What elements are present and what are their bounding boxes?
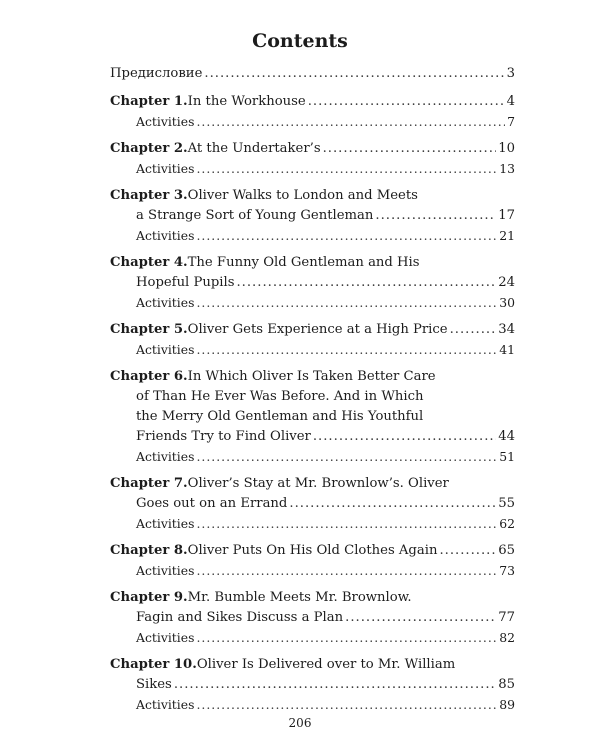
- chapter-number: Chapter 3: [110, 188, 184, 203]
- toc-chapter-3: [110, 188, 515, 247]
- activities-label: Activities: [136, 516, 195, 531]
- activities-label: Activities: [136, 449, 195, 464]
- page-title: Contents: [252, 30, 348, 52]
- chapter-page: 24: [498, 275, 515, 290]
- activities-page: 62: [499, 516, 515, 531]
- activities-label: Activities: [136, 342, 195, 357]
- chapter-title-text: Hopeful Pupils: [136, 275, 235, 290]
- dot-leader: [196, 563, 497, 578]
- chapter-page: 17: [498, 208, 515, 223]
- dot-leader: [439, 543, 496, 558]
- dot-leader: [196, 342, 497, 357]
- chapter-title-text: Fagin and Sikes Discuss a Plan: [136, 610, 344, 625]
- toc-chapter-5: [110, 322, 515, 361]
- chapter-title-text: Oliver Walks to London and Meets: [187, 188, 418, 203]
- entry-spacer: [110, 247, 515, 255]
- chapter-page: 10: [498, 141, 515, 156]
- chapter-title-text: Oliver’s Stay at Mr. Brownlow’s. Oliver: [187, 476, 449, 491]
- dot-leader: [345, 610, 496, 625]
- toc-activities-entry[interactable]: [110, 516, 515, 535]
- toc-chapter-2: [110, 141, 515, 180]
- activities-label: Activities: [136, 563, 195, 578]
- toc-activities-entry[interactable]: [110, 295, 515, 314]
- activities-label: Activities: [136, 114, 195, 129]
- chapter-number-separator: .: [183, 476, 188, 491]
- chapter-number-separator: .: [183, 255, 188, 270]
- toc-activities-entry[interactable]: [110, 449, 515, 468]
- chapter-number-separator: .: [183, 590, 188, 605]
- chapter-title-text: At the Undertaker’s: [187, 141, 321, 156]
- dot-leader: [450, 322, 497, 337]
- chapter-page: 77: [498, 610, 515, 625]
- dot-leader: [196, 228, 497, 243]
- dot-leader: [204, 66, 504, 81]
- chapter-title-line[interactable]: [110, 476, 515, 496]
- chapter-title-line[interactable]: [110, 275, 515, 295]
- chapter-title-text: In Which Oliver Is Taken Better Care: [187, 369, 436, 384]
- toc-activities-entry[interactable]: [110, 697, 515, 716]
- chapter-number: Chapter 7: [110, 476, 184, 491]
- dot-leader: [375, 208, 496, 223]
- toc-activities-entry[interactable]: [110, 161, 515, 180]
- chapter-number: Chapter 9: [110, 590, 184, 605]
- chapter-number-separator: .: [183, 188, 188, 203]
- entry-spacer: [110, 535, 515, 543]
- activities-label: Activities: [136, 295, 195, 310]
- activities-page: 21: [499, 228, 515, 243]
- activities-page: 51: [499, 449, 515, 464]
- entry-spacer: [110, 649, 515, 657]
- dot-leader: [196, 295, 497, 310]
- chapter-title-text: a Strange Sort of Young Gentleman: [136, 208, 374, 223]
- chapter-title-line[interactable]: [110, 590, 515, 610]
- toc-entry-foreword[interactable]: [110, 66, 515, 86]
- entry-spacer: [110, 86, 515, 94]
- chapter-title-line[interactable]: [110, 496, 515, 516]
- entry-spacer: [110, 361, 515, 369]
- foreword-page: 3: [506, 66, 515, 81]
- entry-spacer: [110, 582, 515, 590]
- dot-leader: [323, 141, 497, 156]
- toc-activities-entry[interactable]: [110, 630, 515, 649]
- chapter-title-text: Mr. Bumble Meets Mr. Brownlow.: [187, 590, 412, 605]
- dot-leader: [313, 429, 496, 444]
- chapter-title-text: Oliver Puts On His Old Clothes Again: [187, 543, 438, 558]
- chapter-title-line[interactable]: [110, 409, 515, 429]
- dot-leader: [196, 114, 505, 129]
- chapter-title-text: of Than He Ever Was Before. And in Which: [136, 389, 424, 404]
- activities-label: Activities: [136, 161, 195, 176]
- chapter-page: 44: [498, 429, 515, 444]
- chapter-title-line[interactable]: [110, 255, 515, 275]
- dot-leader: [236, 275, 496, 290]
- chapter-title-text: Sikes: [136, 677, 172, 692]
- toc-activities-entry[interactable]: [110, 228, 515, 247]
- toc-chapter-7: [110, 476, 515, 535]
- chapter-number: Chapter 6: [110, 369, 184, 384]
- foreword-label: Предисловие: [110, 66, 203, 81]
- toc-chapter-6: [110, 369, 515, 468]
- toc-activities-entry[interactable]: [110, 563, 515, 582]
- activities-label: Activities: [136, 228, 195, 243]
- chapter-title-text: the Merry Old Gentleman and His Youthful: [136, 409, 424, 424]
- chapter-number: Chapter 10: [110, 657, 193, 672]
- chapter-title-line[interactable]: [110, 657, 515, 677]
- chapter-title-line[interactable]: [110, 322, 515, 342]
- dot-leader: [196, 630, 497, 645]
- toc-chapter-9: [110, 590, 515, 649]
- chapter-number: Chapter 1: [110, 94, 184, 109]
- chapter-title-line[interactable]: [110, 543, 515, 563]
- chapter-number: Chapter 8: [110, 543, 184, 558]
- chapter-number-separator: .: [183, 369, 188, 384]
- chapter-title-text: Oliver Is Delivered over to Mr. William: [196, 657, 456, 672]
- toc-activities-entry[interactable]: [110, 342, 515, 361]
- dot-leader: [174, 677, 496, 692]
- chapter-title-line[interactable]: [110, 94, 515, 114]
- activities-page: 13: [499, 161, 515, 176]
- chapter-page: 85: [498, 677, 515, 692]
- entry-spacer: [110, 314, 515, 322]
- activities-label: Activities: [136, 630, 195, 645]
- chapter-number: Chapter 4: [110, 255, 184, 270]
- chapter-title-text: Friends Try to Find Oliver: [136, 429, 311, 444]
- chapter-title-line[interactable]: [110, 429, 515, 449]
- chapter-page: 65: [498, 543, 515, 558]
- chapter-number-separator: .: [183, 94, 188, 109]
- page-number: 206: [288, 716, 312, 730]
- chapter-title-line[interactable]: [110, 610, 515, 630]
- chapter-title-line[interactable]: [110, 141, 515, 161]
- chapter-number-separator: .: [192, 657, 197, 672]
- chapter-title-line[interactable]: [110, 369, 515, 389]
- activities-label: Activities: [136, 697, 195, 712]
- dot-leader: [196, 697, 497, 712]
- dot-leader: [196, 516, 497, 531]
- activities-page: 82: [499, 630, 515, 645]
- chapter-title-text: Oliver Gets Experience at a High Price: [187, 322, 448, 337]
- chapter-page: 55: [498, 496, 515, 511]
- chapter-title-text: Goes out on an Errand: [136, 496, 288, 511]
- activities-page: 30: [499, 295, 515, 310]
- dot-leader: [196, 161, 497, 176]
- chapter-title-text: In the Workhouse: [187, 94, 306, 109]
- toc-activities-entry[interactable]: [110, 114, 515, 133]
- chapter-number-separator: .: [183, 141, 188, 156]
- dot-leader: [289, 496, 496, 511]
- dot-leader: [308, 94, 505, 109]
- chapter-number-separator: .: [183, 543, 188, 558]
- chapter-number: Chapter 5: [110, 322, 184, 337]
- toc-chapter-4: [110, 255, 515, 314]
- chapter-title-line[interactable]: [110, 389, 515, 409]
- activities-page: 89: [499, 697, 515, 712]
- chapter-page: 34: [498, 322, 515, 337]
- toc-chapter-8: [110, 543, 515, 582]
- toc-chapter-1: [110, 94, 515, 133]
- table-of-contents: [110, 66, 515, 716]
- entry-spacer: [110, 468, 515, 476]
- entry-spacer: [110, 180, 515, 188]
- activities-page: 41: [499, 342, 515, 357]
- chapter-page: 4: [506, 94, 515, 109]
- chapter-title-line[interactable]: [110, 208, 515, 228]
- chapter-number-separator: .: [183, 322, 188, 337]
- chapter-title-line[interactable]: [110, 188, 515, 208]
- toc-chapter-10: [110, 657, 515, 716]
- activities-page: 7: [507, 114, 515, 129]
- entry-spacer: [110, 133, 515, 141]
- chapter-title-text: The Funny Old Gentleman and His: [187, 255, 420, 270]
- chapter-list: [110, 86, 515, 716]
- chapter-number: Chapter 2: [110, 141, 184, 156]
- activities-page: 73: [499, 563, 515, 578]
- dot-leader: [196, 449, 497, 464]
- chapter-title-line[interactable]: [110, 677, 515, 697]
